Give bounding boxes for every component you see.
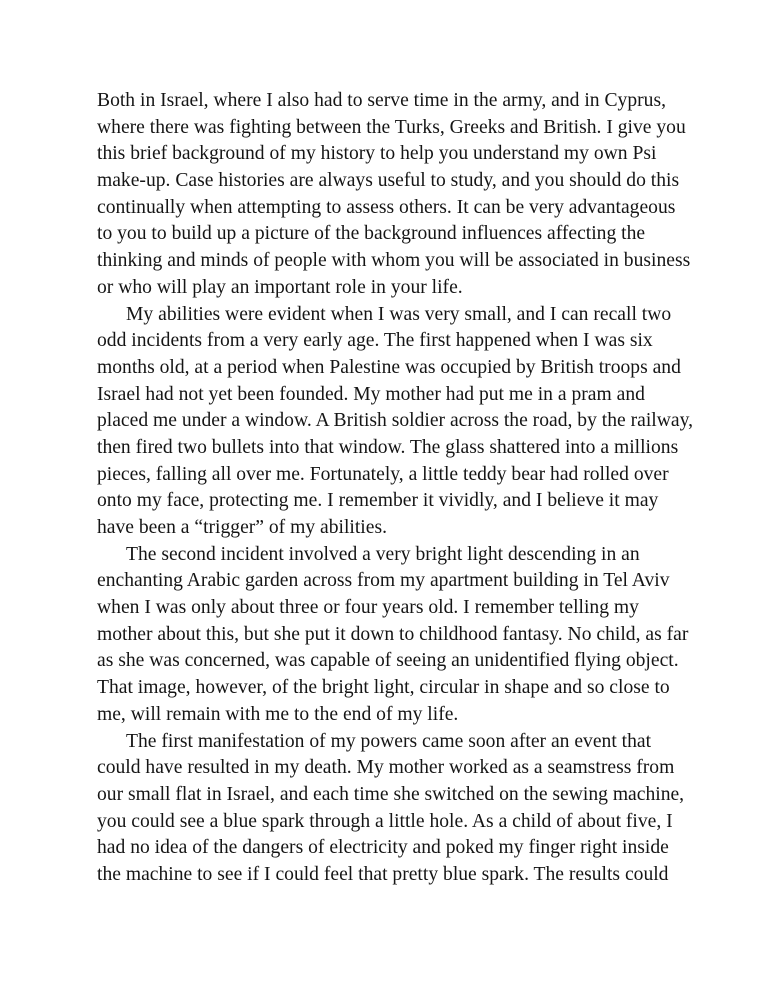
text-line: to you to build up a picture of the background influences affecting the (97, 223, 646, 245)
text-line: have been a “trigger” of my abilities. (97, 517, 387, 538)
text-line: make-up. Case histories are always useful to study, and you should do this (97, 170, 680, 192)
text-line: the machine to see if I could feel that pretty blue spark. The results could (97, 863, 669, 885)
text-line: odd incidents from a very early age. The first happened when I was six (97, 330, 653, 352)
text-line: could have resulted in my death. My mother worked as a seamstress from (97, 757, 675, 779)
paragraph-first-line: The first manifestation of my powers came soon after an event that (126, 730, 652, 752)
text-line: when I was only about three or four years old. I remember telling my (97, 597, 639, 619)
text-line: enchanting Arabic garden across from my apartment building in Tel Aviv (97, 570, 670, 592)
text-line: continually when attempting to assess others. It can be very advantageous (97, 196, 676, 218)
paragraph-first-line: My abilities were evident when I was very small, and I can recall two (126, 303, 672, 325)
text-line: mother about this, but she put it down to childhood fantasy. No child, as far (97, 623, 689, 645)
text-line: our small flat in Israel, and each time she switched on the sewing machine, (97, 783, 685, 805)
text-line: then fired two bullets into that window. The glass shattered into a millions (97, 436, 679, 458)
text-line: where there was fighting between the Turks, Greeks and British. I give you (97, 116, 686, 138)
text-line: as she was concerned, was capable of seeing an unidentified flying object. (97, 650, 679, 672)
body-text (97, 88, 694, 889)
text-line: me, will remain with me to the end of my life. (97, 703, 459, 725)
text-line: had no idea of the dangers of electricity and poked my finger right inside (97, 837, 669, 859)
text-line: Both in Israel, where I also had to serve time in the army, and in Cyprus, (97, 90, 666, 111)
text-line: or who will play an important role in your life. (97, 276, 463, 298)
text-line: pieces, falling all over me. Fortunately, a little teddy bear had rolled over (97, 463, 669, 485)
text-line: months old, at a period when Palestine was occupied by British troops and (97, 356, 681, 378)
text-line: this brief background of my history to help you understand my own Psi (97, 143, 657, 165)
text-line: thinking and minds of people with whom you will be associated in business (97, 250, 691, 272)
text-line: Israel had not yet been founded. My mother had put me in a pram and (97, 383, 645, 405)
text-line: you could see a blue spark through a little hole. As a child of about five, I (97, 810, 673, 832)
paragraph-first-line: The second incident involved a very bright light descending in an (126, 543, 640, 565)
text-line: placed me under a window. A British soldier across the road, by the railway, (97, 410, 694, 432)
text-line: onto my face, protecting me. I remember it vividly, and I believe it may (97, 490, 659, 512)
text-line: That image, however, of the bright light, circular in shape and so close to (97, 677, 670, 699)
